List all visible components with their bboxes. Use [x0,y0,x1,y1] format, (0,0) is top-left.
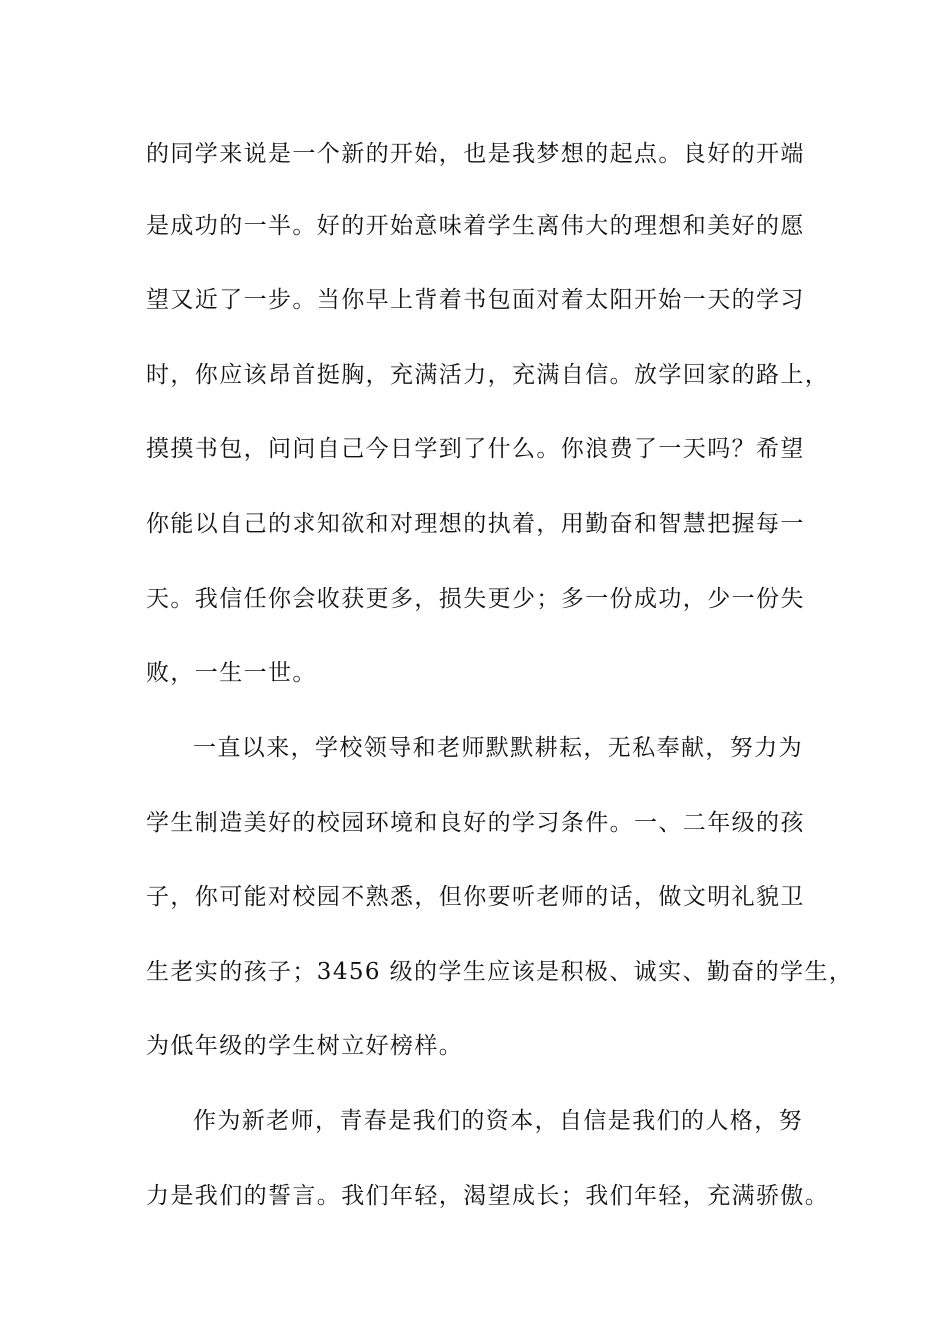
text-line: 是成功的一半。好的开始意味着学生离伟大的理想和美好的愿 [146,213,805,239]
text-line: 学生制造美好的校园环境和良好的学习条件。一、二年级的孩 [146,810,805,836]
text-line: 的同学来说是一个新的开始，也是我梦想的起点。良好的开端 [146,141,805,167]
text-line: 你能以自己的求知欲和对理想的执着，用勤奋和智慧把握每一 [146,511,805,537]
paragraph-start-line: 作为新老师，青春是我们的资本，自信是我们的人格，努 [193,1108,803,1134]
text-line: 子，你可能对校园不熟悉，但你要听老师的话，做文明礼貌卫 [146,884,805,910]
text-line: 力是我们的誓言。我们年轻，渴望成长；我们年轻，充满骄傲。 [146,1183,830,1209]
text-line: 望又近了一步。当你早上背着书包面对着太阳开始一天的学习 [146,287,805,313]
text-line: 摸摸书包，问问自己今日学到了什么。你浪费了一天吗？希望 [146,436,805,462]
text-line: 败，一生一世。 [146,660,317,686]
paragraph-start-line: 一直以来，学校领导和老师默默耕耘，无私奉献，努力为 [193,735,803,761]
text-line: 时，你应该昂首挺胸，充满活力，充满自信。放学回家的路上， [146,362,830,388]
text-line: 天。我信任你会收获更多，损失更少；多一份成功，少一份失 [146,586,805,612]
text-line: 为低年级的学生树立好榜样。 [146,1033,464,1059]
text-line: 生老实的孩子；3456 级的学生应该是积极、诚实、勤奋的学生， [146,959,854,985]
